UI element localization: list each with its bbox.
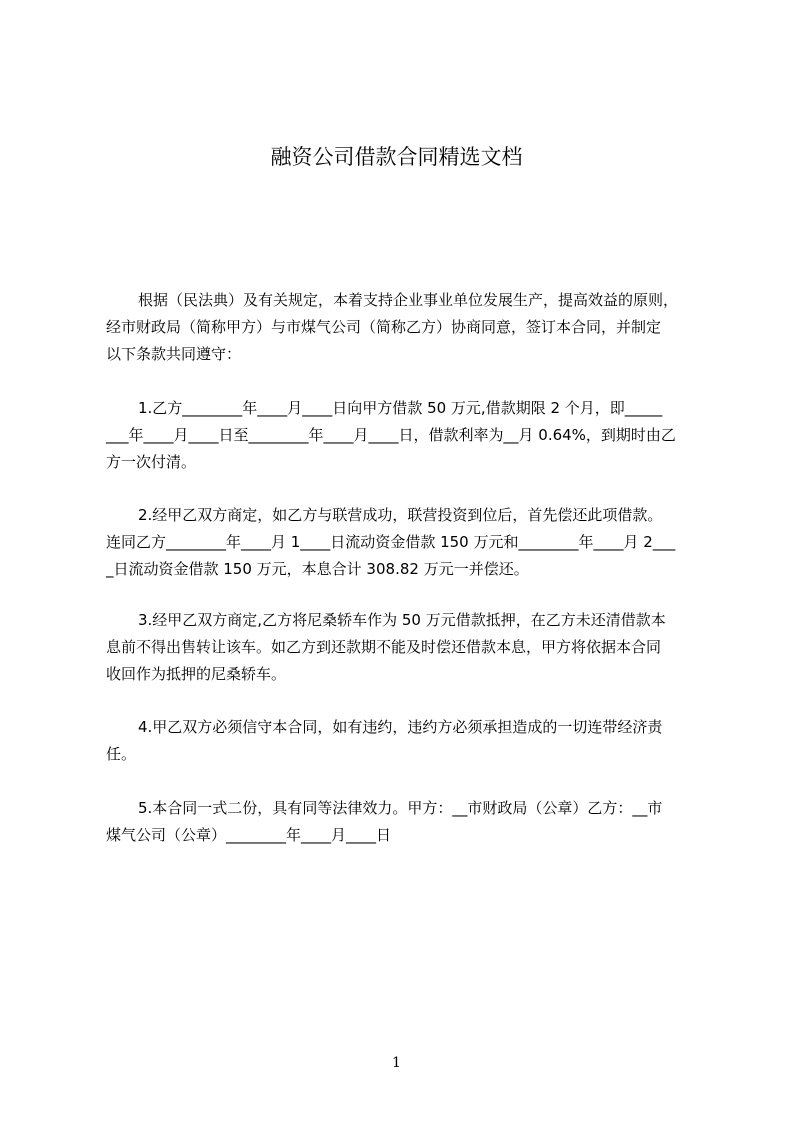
- document-title: 融资公司借款合同精选文档: [270, 145, 523, 169]
- clause-5: [106, 795, 700, 849]
- clause-3: [106, 607, 700, 688]
- clause-line: _日流动资金借款 150 万元，本息合计 308.82 万元一并偿还。: [106, 560, 529, 578]
- page-number: 1: [392, 1055, 401, 1071]
- clause-line: 煤气公司（公章）________年____月____日: [106, 826, 392, 844]
- clause-line: 1.乙方________年____月____日向甲方借款 50 万元,借款期限 2 个月，即_____: [138, 399, 663, 417]
- clause-1: [106, 395, 700, 476]
- clause-line: ___年____月____日至________年____月____日，借款利率为__月 0.64%，到期时由乙: [106, 426, 676, 444]
- intro-line: 以下条款共同遵守：: [106, 345, 242, 363]
- clause-line: 3.经甲乙双方商定,乙方将尼桑轿车作为 50 万元借款抵押，在乙方未还清借款本: [138, 611, 666, 629]
- clause-line: 4.甲乙双方必须信守本合同，如有违约，违约方必须承担造成的一切连带经济责: [138, 718, 663, 736]
- clause-line: 任。: [106, 745, 137, 763]
- clause-line: 息前不得出售转让该车。如乙方到还款期不能及时偿还借款本息，甲方将依据本合同: [106, 638, 662, 656]
- clause-line: 5.本合同一式二份，具有同等法律效力。甲方：__市财政局（公章）乙方：__市: [138, 799, 663, 817]
- clause-line: 2.经甲乙双方商定，如乙方与联营成功，联营投资到位后，首先偿还此项借款。: [138, 506, 663, 524]
- clause-line: 方一次付清。: [106, 453, 197, 471]
- clause-4: [106, 714, 700, 768]
- intro-paragraph: [106, 287, 700, 368]
- clause-line: 连同乙方________年____月 1____日流动资金借款 150 万元和________年____月 2___: [106, 533, 676, 551]
- clause-line: 收回作为抵押的尼桑轿车。: [106, 665, 287, 683]
- intro-line: 根据（民法典）及有关规定，本着支持企业事业单位发展生产，提高效益的原则，: [138, 291, 679, 309]
- clause-2: [106, 502, 700, 583]
- intro-line: 经市财政局（简称甲方）与市煤气公司（简称乙方）协商同意，签订本合同，并制定: [106, 318, 662, 336]
